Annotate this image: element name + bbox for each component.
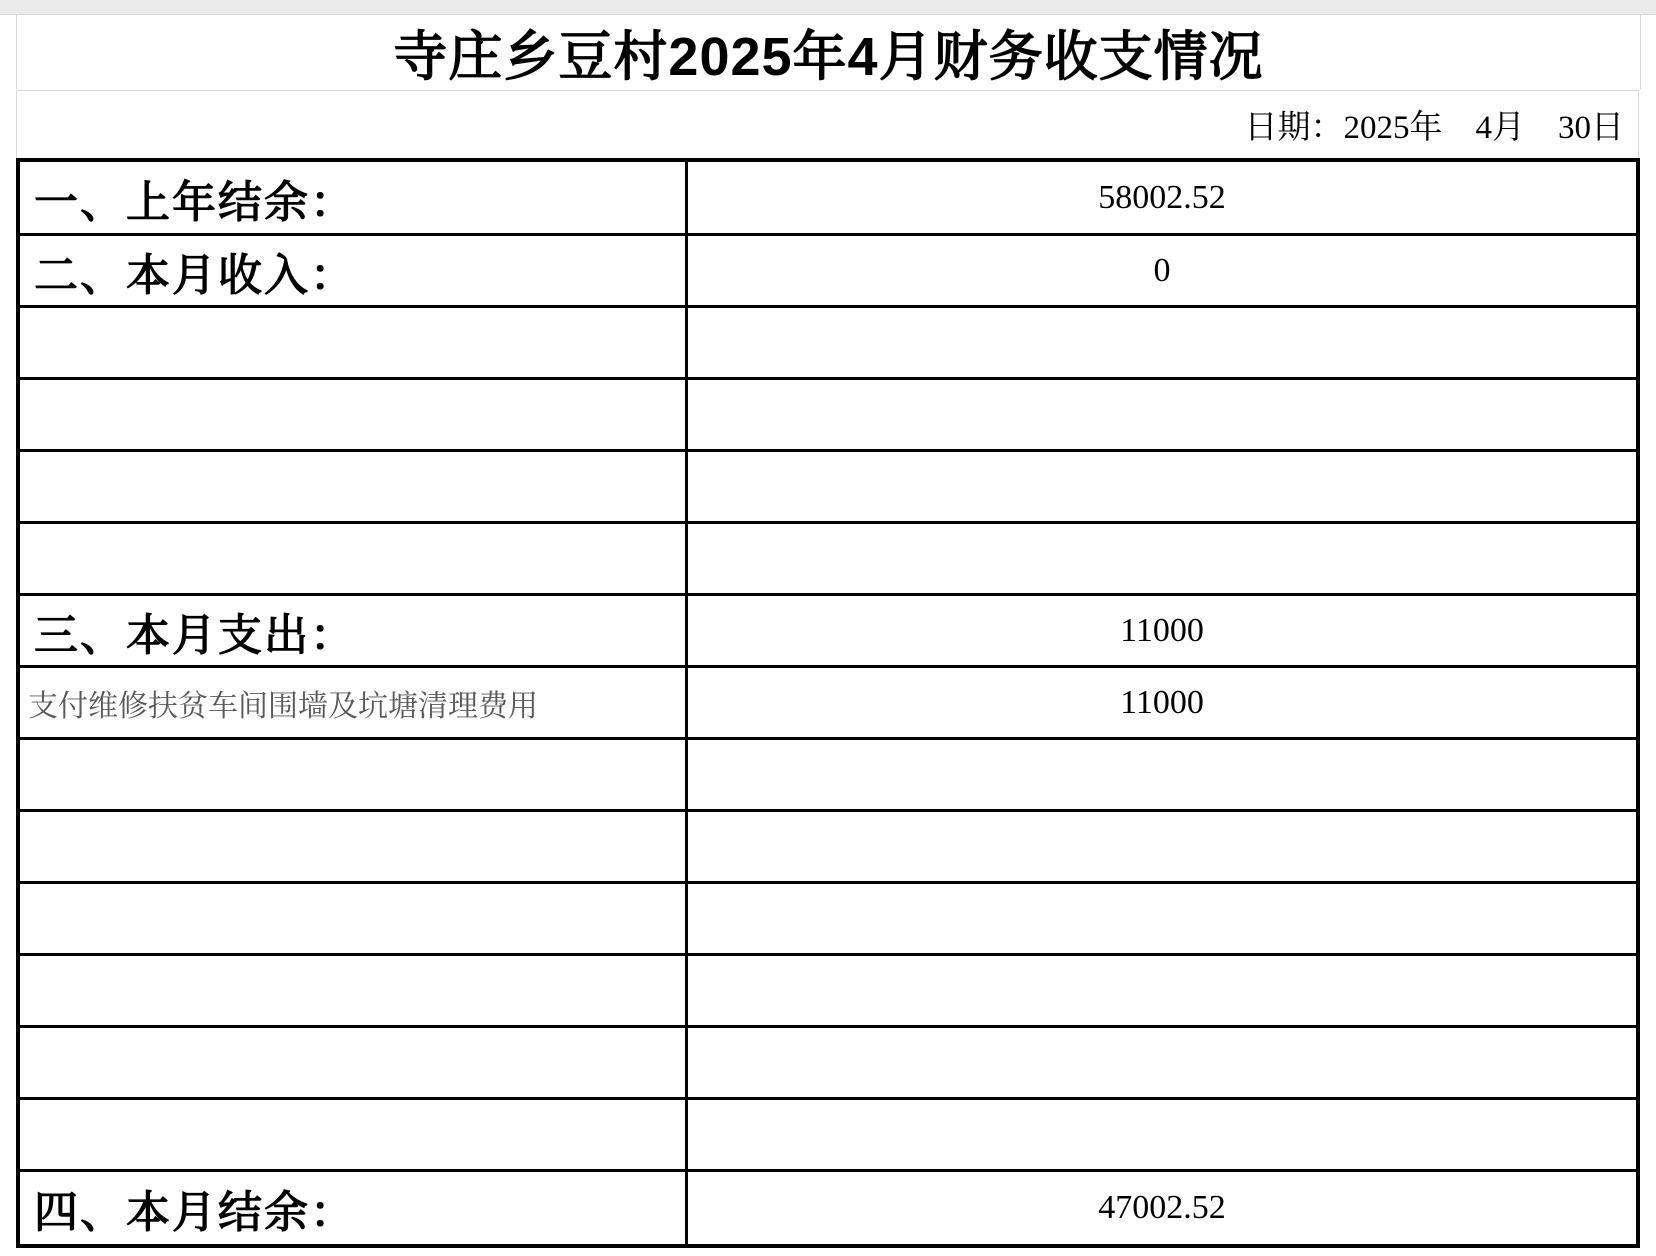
row-value: [688, 1100, 1636, 1169]
row-value: [688, 308, 1636, 377]
row-value: 47002.52: [1098, 1189, 1226, 1226]
row-label-cell: [20, 596, 688, 665]
row-value: [688, 524, 1636, 593]
expense-detail-label: 支付维修扶贫车间围墙及坑塘清理费用: [28, 689, 538, 723]
table-row-empty: [20, 377, 1636, 449]
row-value: [688, 884, 1636, 953]
row-label-cell: [20, 524, 688, 593]
row-label: 一、上年结余：: [34, 177, 356, 227]
row-value: 0: [1153, 251, 1171, 289]
table-row-month-income: [20, 233, 1636, 305]
row-label-cell: [20, 1028, 688, 1097]
row-label-cell: [20, 956, 688, 1025]
page-title: 寺庄乡豆村2025年4月财务收支情况: [393, 26, 1264, 87]
row-label: 二、本月收入：: [34, 250, 356, 300]
table-row-prev-year-balance: [20, 162, 1636, 233]
row-label-cell: [20, 740, 688, 809]
row-label: 四、本月结余：: [34, 1188, 356, 1237]
row-label-cell: [20, 452, 688, 521]
row-value: 11000: [1120, 683, 1204, 721]
date-band: [16, 90, 1639, 158]
table-row-empty: [20, 449, 1636, 521]
table-row-month-balance: [20, 1169, 1636, 1244]
row-label-cell: [20, 162, 688, 233]
finance-table: [16, 158, 1640, 1248]
row-value: [688, 452, 1636, 521]
table-row-month-expense: [20, 593, 1636, 665]
table-row-empty: [20, 521, 1636, 593]
row-label-cell: [20, 668, 688, 737]
table-row-empty: [20, 1097, 1636, 1169]
row-label-cell: [20, 236, 688, 305]
row-value: 11000: [1120, 611, 1204, 649]
title-band: [16, 15, 1641, 89]
row-value: [688, 380, 1636, 449]
row-label-cell: [20, 1172, 688, 1244]
table-row-empty: [20, 881, 1636, 953]
table-row-empty: [20, 305, 1636, 377]
row-label-cell: [20, 812, 688, 881]
table-row-empty: [20, 737, 1636, 809]
row-label-cell: [20, 1100, 688, 1169]
table-row-empty: [20, 809, 1636, 881]
row-value: [688, 1028, 1636, 1097]
row-value: 58002.52: [1098, 178, 1226, 216]
row-value: [688, 956, 1636, 1025]
table-row-empty: [20, 1025, 1636, 1097]
table-row-expense-detail: [20, 665, 1636, 737]
row-label: 三、本月支出：: [34, 610, 356, 660]
row-label-cell: [20, 884, 688, 953]
row-label-cell: [20, 380, 688, 449]
row-value: [688, 740, 1636, 809]
row-label-cell: [20, 308, 688, 377]
table-row-empty: [20, 953, 1636, 1025]
row-value: [688, 812, 1636, 881]
report-date: 日期：2025年 4月 30日: [1244, 110, 1624, 146]
